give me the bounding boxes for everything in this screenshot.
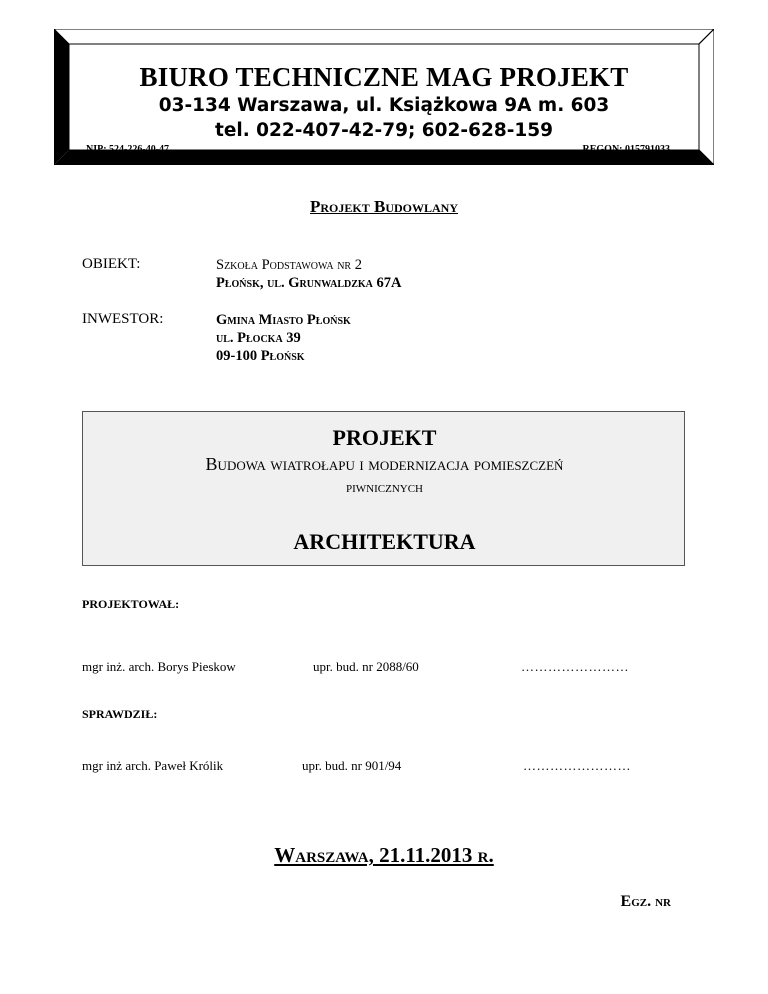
company-address: 03-134 Warszawa, ul. Książkowa 9A m. 603 [158,95,610,116]
designer-name: mgr inż. arch. Borys Pieskow [82,659,236,674]
investor-city: 09-100 Płońsk [216,348,305,364]
project-heading: PROJEKT [332,425,437,450]
company-name: BIURO TECHNICZNE MAG PROJEKT [139,62,629,92]
project-branch: ARCHITEKTURA [293,529,476,554]
checker-signature-line: …………………… [523,758,631,773]
place-and-date: Warszawa, 21.11.2013 r. [274,843,494,867]
investor-block [216,311,351,365]
investor-name: Gmina Miasto Płońsk [216,312,351,328]
company-phone: tel. 022-407-42-79; 602-628-159 [214,120,553,141]
company-regon: REGON: 015791033 [582,144,670,155]
copy-number: Egz. nr [620,893,671,910]
designer-license: upr. bud. nr 2088/60 [313,659,419,674]
investor-label: INWESTOR: [82,311,164,327]
investor-street: ul. Płocka 39 [216,330,301,346]
object-label: OBIEKT: [82,256,141,272]
document-type-title: Projekt Budowlany [310,197,458,216]
object-name: Szkoła Podstawowa nr 2 [216,257,362,273]
checker-name: mgr inż arch. Paweł Królik [82,758,224,773]
object-block [216,256,401,292]
designer-signature-line: …………………… [521,659,629,674]
project-name-line2: piwnicznych [346,479,423,496]
project-info-box [82,411,685,566]
object-address: Płońsk, ul. Grunwaldzka 67A [216,275,402,291]
company-header-box [54,29,714,165]
project-name-line1: Budowa wiatrołapu i modernizacja pomieszczeń [205,454,564,474]
company-nip: NIP: 524-226-40-47 [86,144,170,155]
checker-license: upr. bud. nr 901/94 [302,758,402,773]
checked-by-label: SPRAWDZIŁ: [82,707,158,721]
designed-by-label: PROJEKTOWAŁ: [82,597,180,611]
